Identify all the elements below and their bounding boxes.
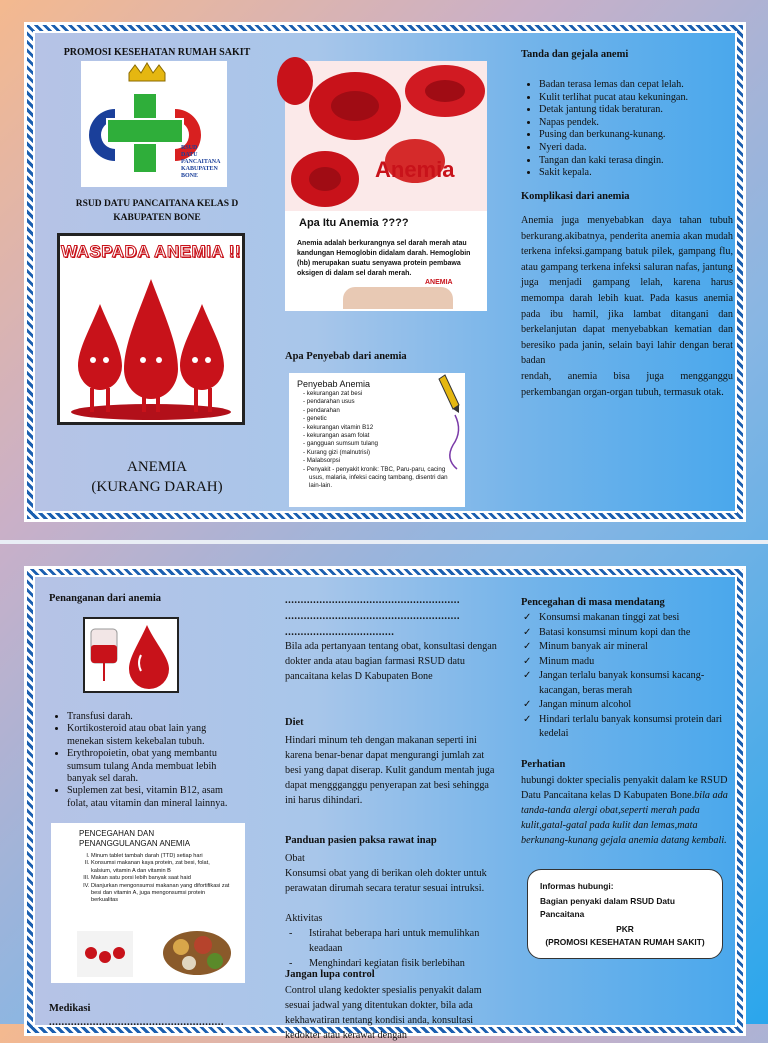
hospital-name: RSUD DATU PANCAITANA KELAS D KABUPATEN BONE xyxy=(75,199,239,223)
obat-text: Konsumsi obat yang di berikan oleh dokter untuk perawatan dirumah secara teratur sesuai intruksi. xyxy=(285,868,487,894)
symptom-item: • Nyeri dada. xyxy=(539,142,733,155)
cause-item: - pendarahan usus xyxy=(303,398,355,406)
symptoms-list xyxy=(521,79,733,180)
prevention-heading: Pencegahan di masa mendatang xyxy=(521,597,665,608)
blood-bag-icon xyxy=(85,619,177,691)
inpatient-guide-heading: Panduan pasien paksa rawat inap xyxy=(285,835,437,846)
waspada-anemia-poster xyxy=(57,233,245,425)
prevention-list xyxy=(521,611,735,742)
cause-heading: Apa Penyebab dari anemia xyxy=(285,351,407,362)
symptom-item: • Badan terasa lemas dan cepat lelah. xyxy=(539,79,733,92)
contact-label: Informas hubungi: xyxy=(540,881,614,891)
blood-drops-icon xyxy=(60,274,242,424)
cause-item: - Kurang gizi (malnutrisi) xyxy=(303,448,371,456)
prevention-item: ✓ Minum banyak air mineral xyxy=(521,640,735,655)
brochure-back-panel xyxy=(24,566,746,1041)
treatment-item: • Erythropoietin, obat yang membantu sumsum tulang Anda membuat lebih banyak sel darah. xyxy=(67,748,245,785)
promotion-header: PROMOSI KESEHATAN RUMAH SAKIT xyxy=(63,47,251,58)
symptom-item: • Napas pendek. xyxy=(539,117,733,130)
obat-label: Obat xyxy=(285,853,305,864)
prevention-poster-list xyxy=(91,853,231,905)
cause-list xyxy=(303,390,453,491)
image-caption: ANEMIA xyxy=(425,279,453,286)
treatment-heading: Penanganan dari anemia xyxy=(49,593,162,604)
cause-item: - genetic xyxy=(303,415,327,423)
cause-item: - kekurangan vitamin B12 xyxy=(303,423,374,431)
medication-dots: ........................................................ xyxy=(49,1017,224,1028)
prevention-poster-title: PENCEGAHAN DAN PENANGGULANGAN ANEMIA xyxy=(79,829,191,848)
medication-heading: Medikasi xyxy=(49,1003,91,1014)
complications-heading: Komplikasi dari anemia xyxy=(521,191,630,202)
prevention-item: ✓ Jangan terlalu banyak konsumsi kacang-kacangan, beras merah xyxy=(521,669,735,698)
attention-heading: Perhatian xyxy=(521,759,566,770)
hospital-logo xyxy=(81,61,227,187)
activity-label: Aktivitas xyxy=(285,913,323,924)
contact-box xyxy=(527,869,723,959)
attention-text-italic: bila ada tanda-tanda alergi obat,seperti merah pada kulit,gatal-gatal pada kulit dan lemas,mata berkunang-kunang gejala anemia datang kembali. xyxy=(521,790,728,846)
cause-item: - Malabsorpsi xyxy=(303,457,341,465)
prevention-item: ✓ Minum madu xyxy=(521,655,735,670)
dots-line-1: ........................................................ xyxy=(285,595,460,606)
red-blood-cells-icon xyxy=(285,61,487,211)
title-line-2: (KURANG DARAH) xyxy=(91,479,223,495)
anemia-definition: Anemia adalah berkurangnya sel darah merah atau kandungan Hemoglobin didalam darah. Hemoglobin (hb) merupakan suatu senyawa protein pembawa oksigen di dalam sel darah merah. xyxy=(297,240,471,277)
attention-text xyxy=(521,773,735,848)
tired-person-icon xyxy=(343,287,453,309)
poster-title: WASPADA ANEMIA !! xyxy=(60,242,242,261)
anemia-info-image xyxy=(285,61,487,311)
pkr-label: PKR xyxy=(616,924,634,934)
pencil-icon xyxy=(435,375,465,471)
logo-text: RSUD DATU PANCAITANA KABUPATEN BONE xyxy=(181,145,221,179)
symptom-item: • Sakit kepala. xyxy=(539,167,733,180)
food-and-drops-icon xyxy=(77,923,245,979)
activity-item xyxy=(285,926,499,956)
cause-item: - kekurangan asam folat xyxy=(303,432,370,440)
activity-text: Istirahat beberapa hari untuk memulihkan keadaan xyxy=(309,928,480,954)
what-is-anemia-question: Apa Itu Anemia ???? xyxy=(299,217,409,229)
symptom-item: • Detak jantung tidak beraturan. xyxy=(539,104,733,117)
attention-text-main: hubungi dokter specialis penyakit dalam ke RSUD Datu Pancaitana kelas D Kabupaten Bone. xyxy=(521,775,728,801)
prevention-item: ✓ Hindari terlalu banyak konsumsi protein dari kedelai xyxy=(521,713,735,742)
poster-item: IV. Dianjurkan mengonsumsi makanan yang difortifikasi zat besi dan vitamin A, juga mengonsumsi protein berkualitas xyxy=(91,883,231,905)
anemia-image-title: Anemia xyxy=(375,157,455,182)
symptom-item: • Tangan dan kaki terasa dingin. xyxy=(539,155,733,168)
front-panel-content xyxy=(33,31,737,513)
activity-list xyxy=(285,926,499,971)
dots-line-3: ................................... xyxy=(285,627,395,638)
activity-text: Menghindari kegiatan fisik berlebihan xyxy=(309,958,465,969)
contact-text: Bagian penyaki dalam RSUD Datu Pancaitana xyxy=(540,896,675,919)
brochure-front-panel xyxy=(24,22,746,522)
treatment-list xyxy=(49,711,245,810)
brochure-title xyxy=(59,457,255,497)
cause-item: - gangguan sumsum tulang xyxy=(303,440,378,448)
diet-heading: Diet xyxy=(285,717,304,728)
treatment-item: • Kortikosteroid atau obat lain yang menekan sistem kekebalan tubuh. xyxy=(67,723,245,748)
prevention-item: ✓ Batasi konsumsi minum kopi dan the xyxy=(521,626,735,641)
control-text: Control ulang kedokter spesialis penyakit dalam sesuai jadwal yang ditentukan dokter, bila ada kekhawatiran tentang kondisi anda, konsultasi kedokter atau kerawat dengan xyxy=(285,985,482,1041)
cause-item: - Penyakit - penyakit kronik: TBC, Paru-paru, cacing usus, malaria, infeksi cacing tambang, disentri dan lain-lain. xyxy=(303,465,448,490)
dash-icon: - xyxy=(289,958,293,969)
treatment-item: • Transfusi darah. xyxy=(67,711,245,723)
complications-text-2: rendah, anemia bisa juga mengganggu perkembangan organ-organ tubuh, termasuk otak. xyxy=(521,371,733,398)
control-heading: Jangan lupa control xyxy=(285,969,375,980)
poster-item: I. Minum tablet tambah darah (TTD) setiap hari xyxy=(91,853,231,860)
poster-item: II. Konsumsi makanan kaya protein, zat besi, folat, kalsium, vitamin A dan vitamin B xyxy=(91,860,231,875)
cause-item: - kekurangan zat besi xyxy=(303,390,363,397)
complications-text-1: Anemia juga menyebabkan daya tahan tubuh berkurang.akibatnya, penderita anemia akan mudah terkena infeksi.gampang batuk pilek, gampang flu, atau gampang terkena infeksi saluran nafas, jantung juga menjadi gampang lelah, karena harus memompa darah lebih kuat. Pada kasus anemia pada ibu hamil, jika lambat ditangani dan berkelanjutan dapat menyebabkan kematian dan beresiko pada janin, selain bayi lahir dengan berat badan xyxy=(521,215,733,367)
cause-card xyxy=(289,373,465,507)
title-line-1: ANEMIA xyxy=(127,459,187,475)
poster-item: III. Makan satu porsi lebih banyak saat haid xyxy=(91,875,231,882)
diet-text: Hindari minum teh dengan makanan seperti ini karena benar-benar dapat mengurangi jumlah zat besi yang dapat diserap. Kulit gandum mentah juga dapat menggganggu penyerapan zat besi sehingga ini harus dihindari. xyxy=(285,735,495,806)
page-divider xyxy=(0,540,768,544)
symptom-item: • Kulit terlihat pucat atau kekuningan. xyxy=(539,92,733,105)
symptom-item: • Pusing dan berkunang-kunang. xyxy=(539,129,733,142)
cause-card-title: Penyebab Anemia xyxy=(297,379,371,389)
pkr-full-label: (PROMOSI KESEHATAN RUMAH SAKIT) xyxy=(545,937,705,947)
dots-line-2: ........................................................ xyxy=(285,611,460,622)
transfusion-image xyxy=(83,617,179,693)
prevention-item: ✓ Konsumsi makanan tinggi zat besi xyxy=(521,611,735,626)
dash-icon: - xyxy=(289,928,293,939)
prevention-poster xyxy=(51,823,245,983)
symptoms-heading: Tanda dan gejala anemi xyxy=(521,49,629,60)
cause-item: - pendarahan xyxy=(303,406,340,414)
treatment-item: • Suplemen zat besi, vitamin B12, asam folat, atau vitamin dan mineral lainnya. xyxy=(67,785,245,810)
back-panel-content xyxy=(33,575,737,1041)
consult-text: Bila ada pertanyaan tentang obat, konsultasi dengan dokter anda atau bagian farmasi RSUD datu pancaitana kelas D Kabupaten Bone xyxy=(285,641,497,682)
prevention-item: ✓ Jangan minum alcohol xyxy=(521,698,735,713)
